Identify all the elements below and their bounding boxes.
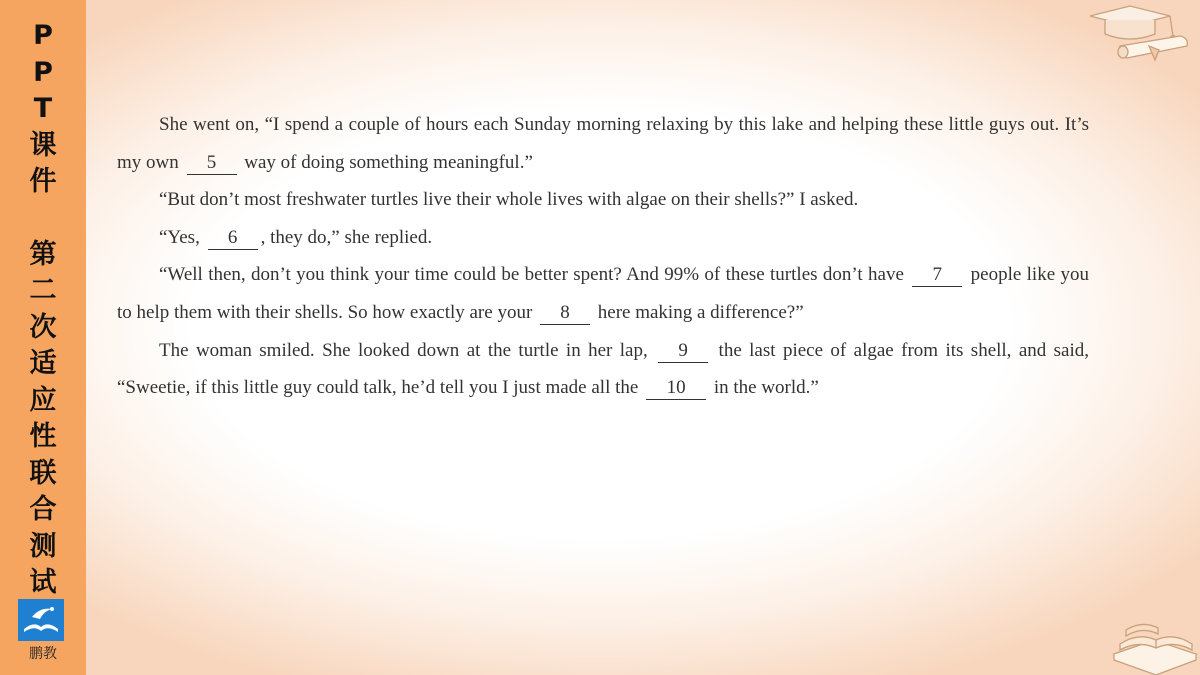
text-segment: in the world.” xyxy=(713,377,819,399)
title-ppt-courseware: PPT课件 xyxy=(29,20,57,197)
passage-text xyxy=(117,106,1089,407)
blank-10: 10 xyxy=(646,377,706,400)
text-segment: the last piece of algae from its shell, and said, “Sweetie, if this little guy could talk, he’d tell you I just made all the xyxy=(117,339,1090,399)
blank-5: 5 xyxy=(187,152,237,175)
blank-9: 9 xyxy=(658,340,708,363)
text-segment: The woman smiled. She looked down at the turtle in her lap, xyxy=(159,339,648,361)
bird-book-logo-icon xyxy=(18,599,64,641)
graduation-cap-diploma-icon xyxy=(1085,2,1200,70)
paragraph xyxy=(117,106,1089,181)
books-stack-icon xyxy=(1108,610,1200,675)
logo-text: 鹏教 xyxy=(29,646,57,662)
paragraph xyxy=(117,181,1089,219)
text-segment: “But don’t most freshwater turtles live their whole lives with algae on their shells?” I asked. xyxy=(159,189,859,211)
text-segment: She went on, “I spend a couple of hours each Sunday morning relaxing by this lake and helping these little guys out. It’s my own xyxy=(117,114,1089,173)
paragraph xyxy=(117,332,1089,407)
text-segment: “Well then, don’t you think your time could be better spent? And 99% of these turtles don’t have xyxy=(159,264,904,286)
sidebar xyxy=(0,0,86,675)
title-test-name: 第二次适应性联合测试 xyxy=(29,238,57,598)
text-segment: “Yes, xyxy=(159,226,200,248)
blank-7: 7 xyxy=(912,264,962,287)
blank-8: 8 xyxy=(540,302,590,325)
paragraph xyxy=(117,219,1089,257)
text-segment: people like you to help them with their shells. So how exactly are your xyxy=(117,264,1090,323)
text-segment: , they do,” she replied. xyxy=(260,226,433,248)
text-segment: way of doing something meaningful.” xyxy=(244,151,533,173)
vertical-title xyxy=(28,18,58,602)
blank-6: 6 xyxy=(208,227,258,250)
paragraph xyxy=(117,256,1089,331)
text-segment: here making a difference?” xyxy=(597,301,804,323)
